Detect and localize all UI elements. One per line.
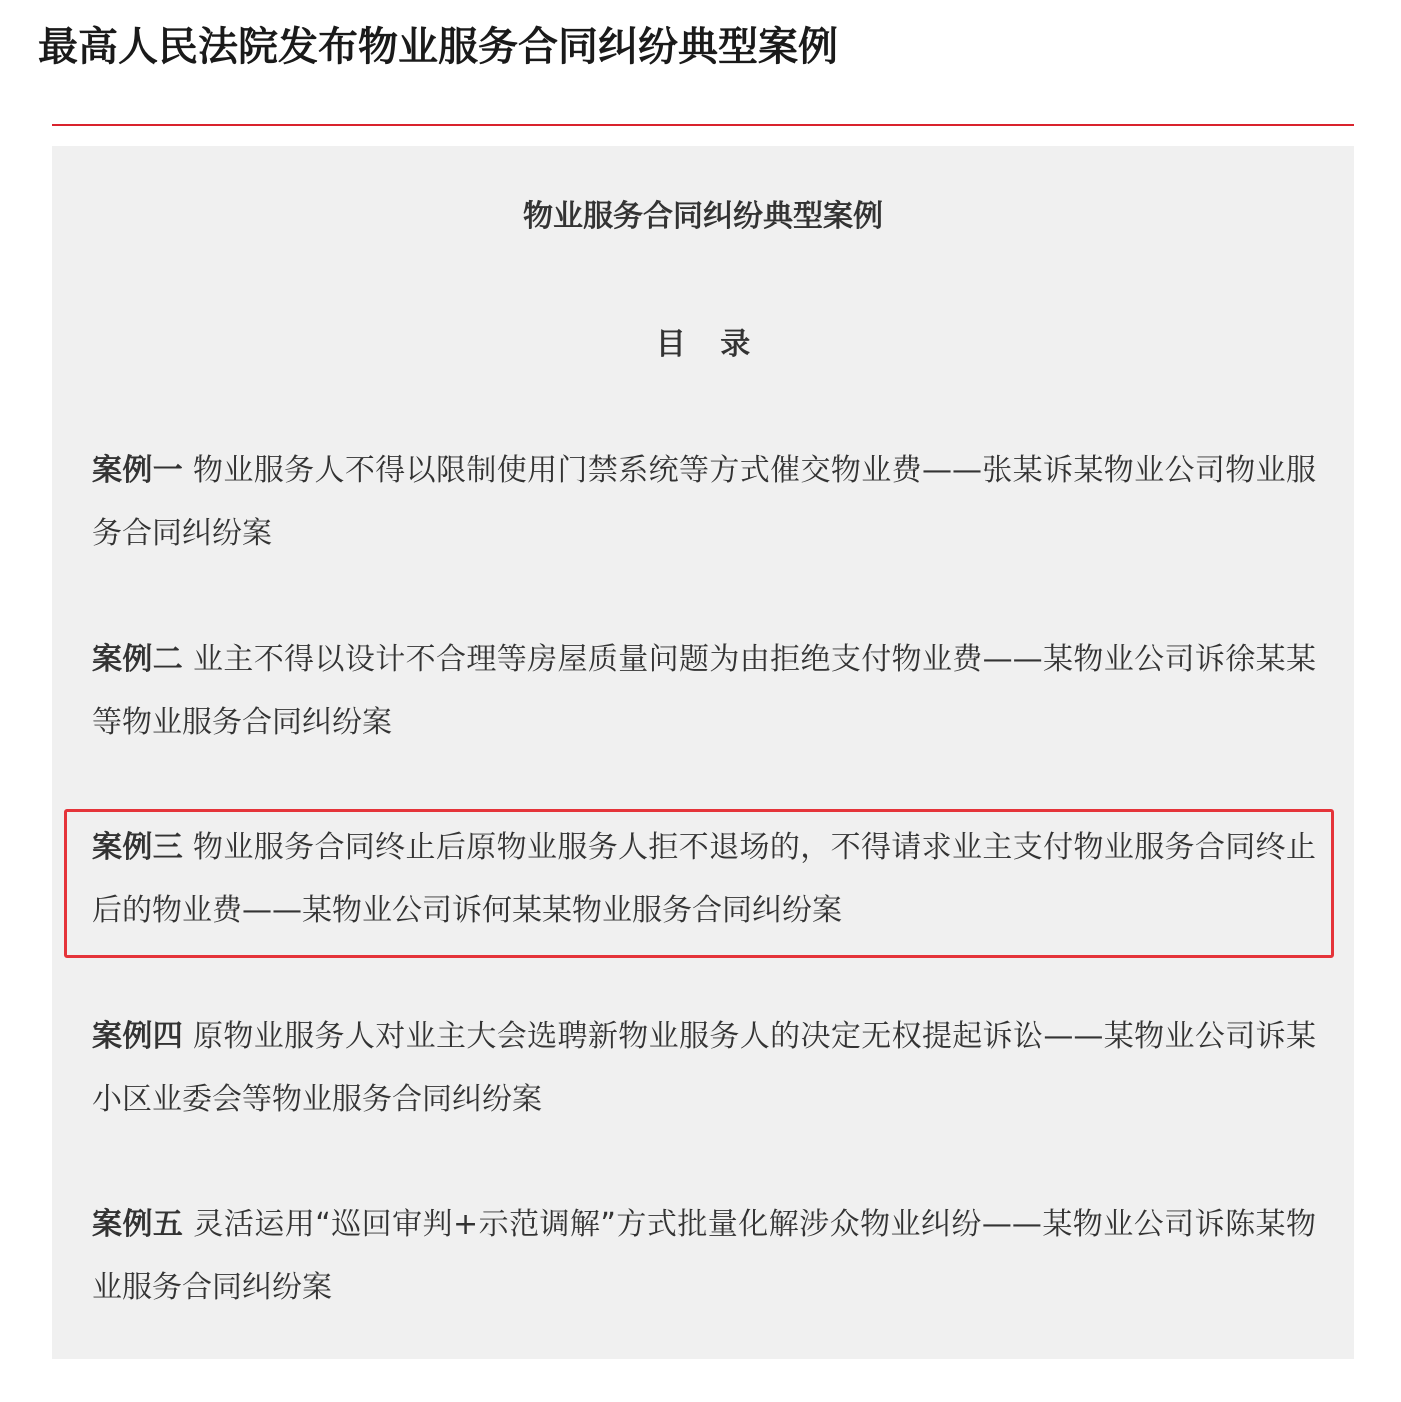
case-item-5 <box>92 1193 1316 1319</box>
case-label: 案例五 <box>92 1207 184 1242</box>
document-title: 物业服务合同纠纷典型案例 <box>523 199 883 234</box>
case-item-3 <box>92 816 1316 942</box>
case-label: 案例三 <box>92 830 184 865</box>
page-title: 最高人民法院发布物业服务合同纠纷典型案例 <box>38 24 838 70</box>
case-description: 物业服务人不得以限制使用门禁系统等方式催交物业费——张某诉某物业公司物业服务合同纠纷案 <box>92 453 1317 551</box>
case-item-2 <box>92 628 1316 754</box>
case-label: 案例二 <box>92 642 184 677</box>
case-description: 业主不得以设计不合理等房屋质量问题为由拒绝支付物业费——某物业公司诉徐某某等物业服务合同纠纷案 <box>92 642 1317 740</box>
case-item-4 <box>92 1005 1316 1131</box>
case-label: 案例一 <box>92 453 184 488</box>
case-description: 原物业服务人对业主大会选聘新物业服务人的决定无权提起诉讼——某物业公司诉某小区业委会等物业服务合同纠纷案 <box>92 1019 1317 1117</box>
case-description: 物业服务合同终止后原物业服务人拒不退场的，不得请求业主支付物业服务合同终止后的物业费——某物业公司诉何某某物业服务合同纠纷案 <box>92 830 1317 928</box>
article-content-box <box>52 146 1354 1359</box>
case-item-1 <box>92 439 1316 565</box>
title-divider <box>52 124 1354 126</box>
toc-heading: 目 录 <box>655 327 763 362</box>
case-description: 灵活运用“巡回审判+示范调解”方式批量化解涉众物业纠纷——某物业公司诉陈某物业服务合同纠纷案 <box>92 1207 1316 1305</box>
case-label: 案例四 <box>92 1019 184 1054</box>
